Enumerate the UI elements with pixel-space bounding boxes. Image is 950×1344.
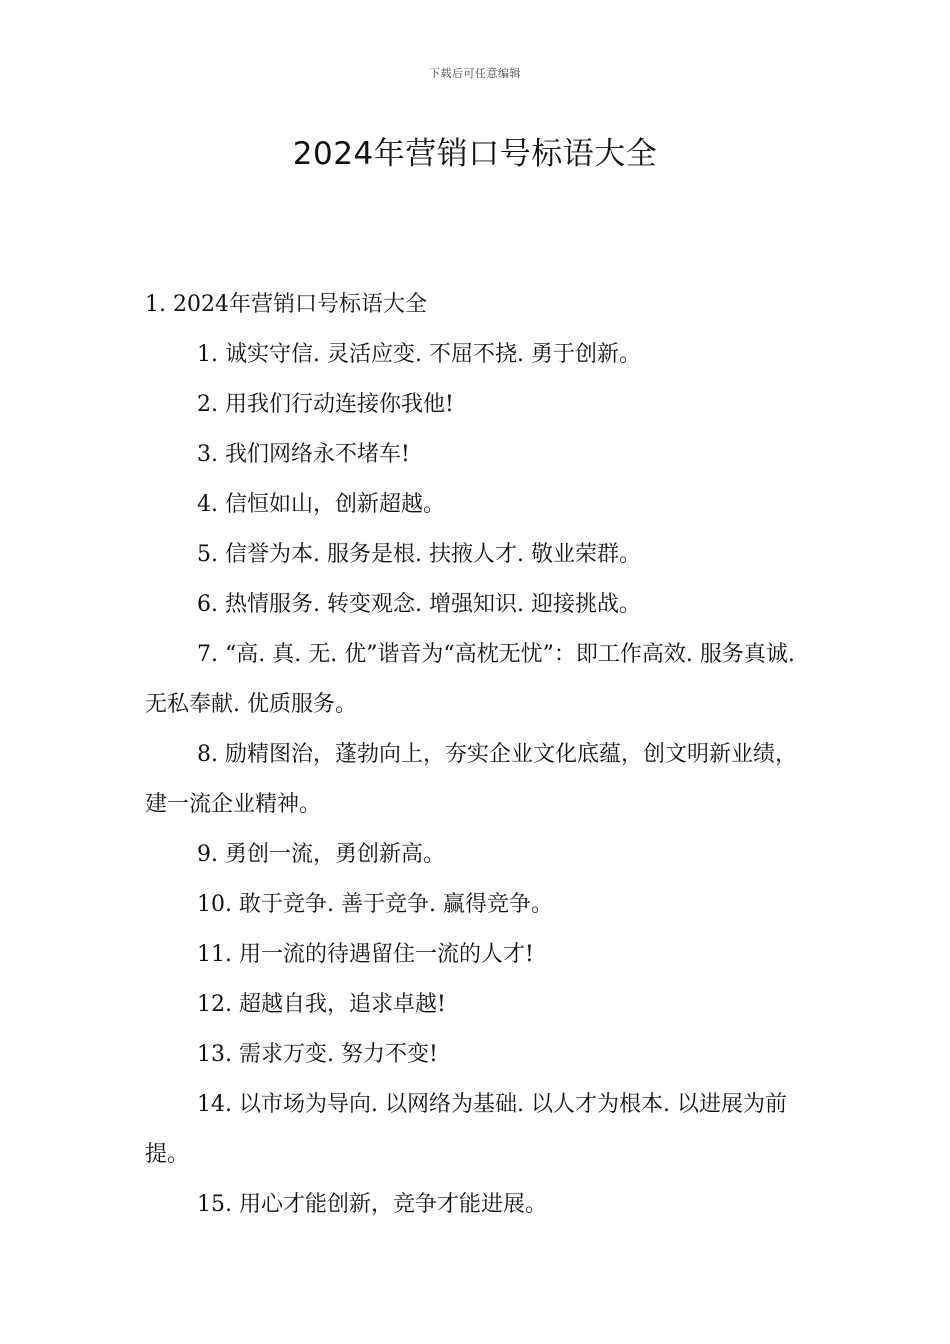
- section-heading: 1. 2024年营销口号标语大全: [145, 292, 427, 317]
- slogan-item: 7. “高. 真. 无. 优”谐音为“高枕无忧”：即工作高效. 服务真诚. 无私奉献. 优质服务。: [145, 642, 795, 717]
- slogan-item: 2. 用我们行动连接你我他!: [197, 392, 454, 417]
- slogan-item: 6. 热情服务. 转变观念. 增强知识. 迎接挑战。: [197, 592, 641, 617]
- slogan-item: 5. 信誉为本. 服务是根. 扶掖人才. 敬业荣群。: [197, 542, 641, 567]
- slogan-item: 15. 用心才能创新，竞争才能进展。: [197, 1192, 547, 1217]
- document-title: 2024年营销口号标语大全: [292, 136, 658, 172]
- slogan-item: 8. 励精图治，蓬勃向上，夯实企业文化底蕴，创文明新业绩，建一流企业精神。: [145, 742, 797, 817]
- slogan-item: 13. 需求万变. 努力不变!: [197, 1042, 438, 1067]
- slogan-item: 4. 信恒如山，创新超越。: [197, 492, 445, 517]
- header-note: 下载后可任意编辑: [429, 67, 521, 80]
- slogan-item: 9. 勇创一流，勇创新高。: [197, 842, 445, 867]
- slogan-item: 3. 我们网络永不堵车!: [197, 442, 410, 467]
- slogan-item: 10. 敢于竞争. 善于竞争. 赢得竞争。: [197, 892, 553, 917]
- slogan-item: 12. 超越自我，追求卓越!: [197, 992, 446, 1017]
- document-body: [145, 280, 817, 1230]
- slogan-item: 11. 用一流的待遇留住一流的人才!: [197, 942, 534, 967]
- slogan-item: 14. 以市场为导向. 以网络为基础. 以人才为根本. 以进展为前提。: [145, 1092, 787, 1167]
- slogan-item: 1. 诚实守信. 灵活应变. 不屈不挠. 勇于创新。: [197, 342, 641, 367]
